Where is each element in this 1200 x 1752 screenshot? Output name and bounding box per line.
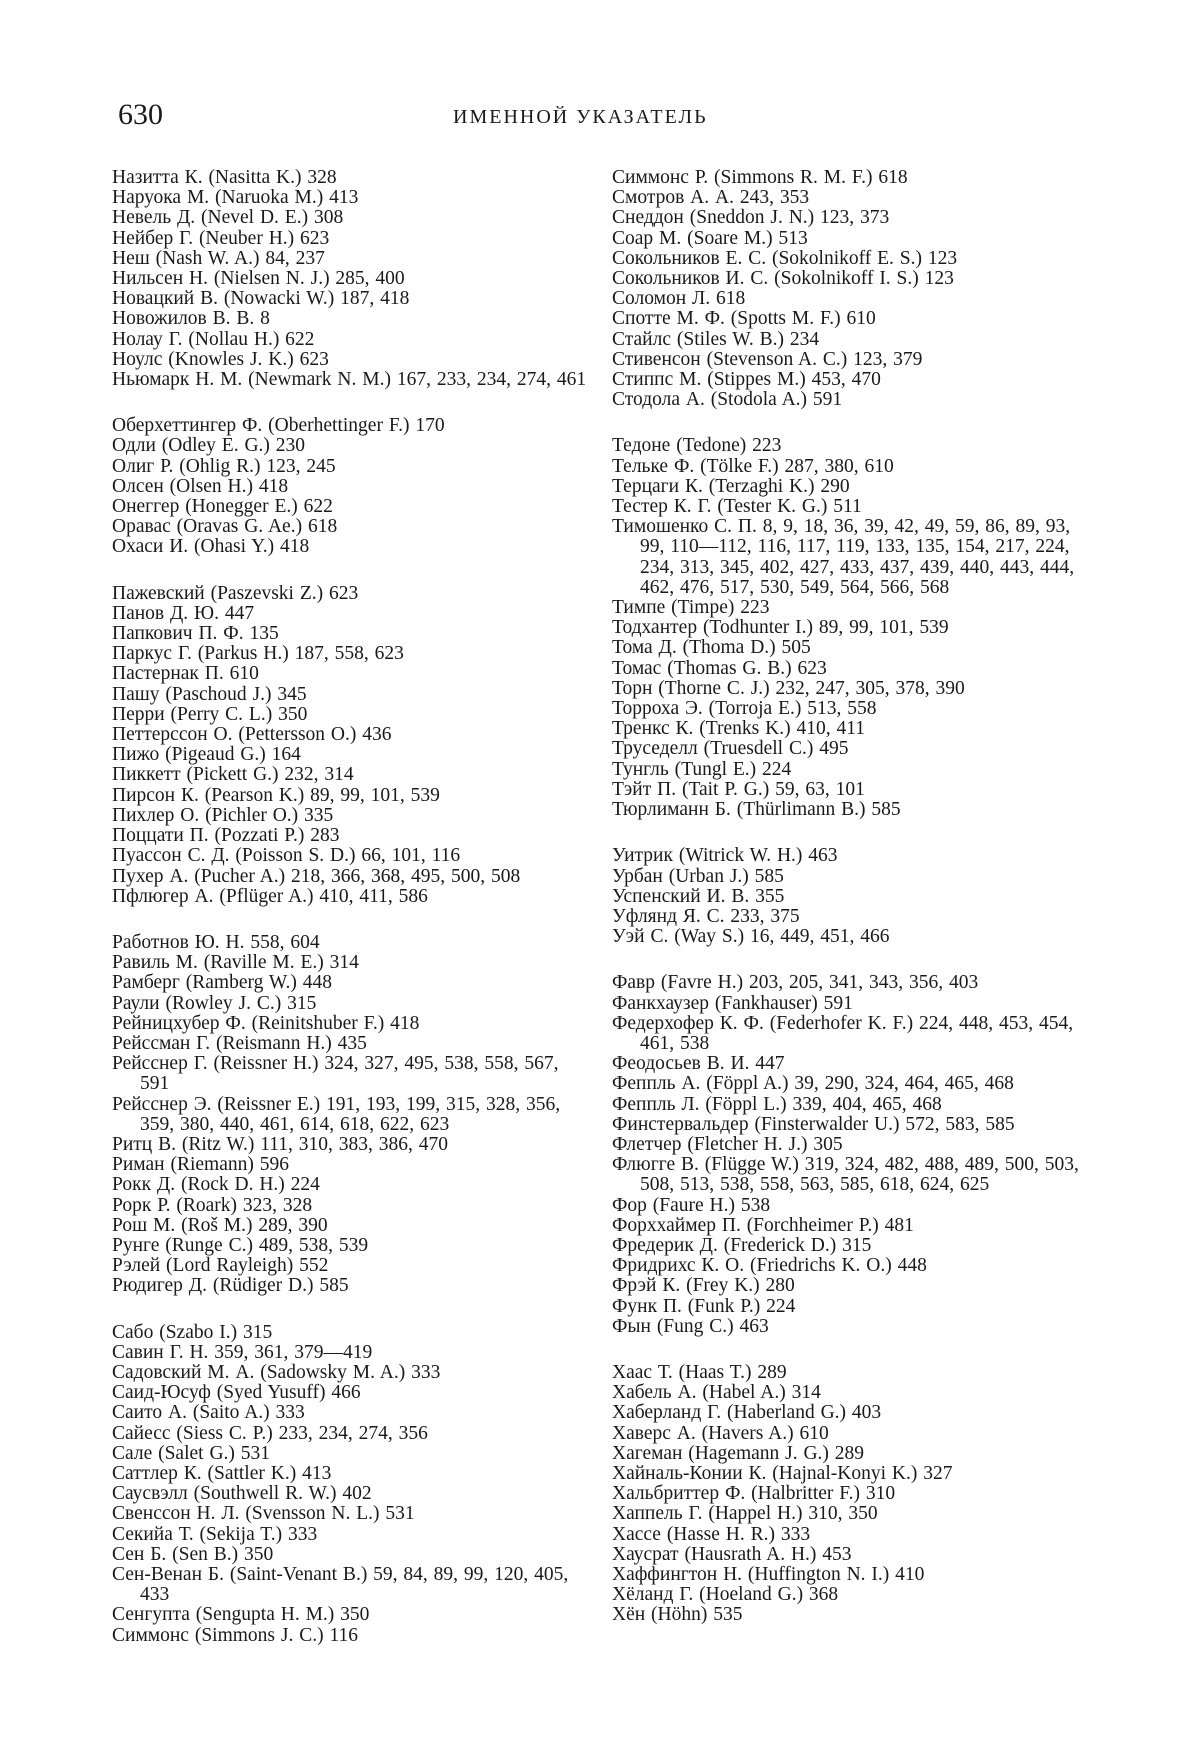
index-entry: Форххаймер П. (Forchheimer P.) 481	[612, 1214, 914, 1236]
index-entry: Сен Б. (Sen B.) 350	[112, 1543, 274, 1565]
index-entry: Назитта К. (Nasitta K.) 328	[112, 167, 337, 188]
index-letter-group	[612, 846, 1092, 947]
index-entry: Тельке Ф. (Tölke F.) 287, 380, 610	[612, 455, 894, 477]
index-entry: Рокк Д. (Rock D. H.) 224	[112, 1174, 320, 1196]
index-entry: Торн (Thorne C. J.) 232, 247, 305, 378, 390	[612, 677, 965, 699]
index-entry: Тимпе (Timpe) 223	[612, 597, 770, 619]
index-entry: Торроха Э. (Torroja E.) 513, 558	[612, 698, 877, 720]
page-number: 630	[118, 98, 163, 131]
index-entry: Перри (Perry C. L.) 350	[112, 703, 308, 725]
index-entry: Смотров А. А. 243, 353	[612, 187, 810, 209]
index-entry: Сайесс (Siess C. P.) 233, 234, 274, 356	[112, 1422, 428, 1444]
index-entry: Рюдигер Д. (Rüdiger D.) 585	[112, 1275, 349, 1297]
index-entry: Пажевский (Paszevski Z.) 623	[112, 582, 359, 604]
index-entry: Сен-Венан Б. (Saint-Venant B.) 59, 84, 89, 99, 120, 405, 433	[112, 1564, 569, 1606]
index-entry: Спотте М. Ф. (Spotts M. F.) 610	[612, 308, 876, 330]
index-entry: Хён (Höhn) 535	[612, 1604, 743, 1626]
index-entry: Хабель А. (Habel A.) 314	[612, 1382, 821, 1404]
index-entry: Нильсен Н. (Nielsen N. J.) 285, 400	[112, 268, 405, 290]
index-entry: Саид-Юсуф (Syed Yusuff) 466	[112, 1382, 361, 1404]
index-entry: Нолау Г. (Nollau H.) 622	[112, 328, 315, 350]
index-entry: Хаппель Г. (Happel H.) 310, 350	[612, 1503, 878, 1525]
index-entry: Ноулс (Knowles J. K.) 623	[112, 348, 329, 370]
index-entry: Уитрик (Witrick W. H.) 463	[612, 845, 838, 867]
index-entry: Соломон Л. 618	[612, 288, 746, 310]
index-entry: Садовский М. А. (Sadowsky M. A.) 333	[112, 1361, 441, 1383]
index-entry: Флетчер (Fletcher H. J.) 305	[612, 1133, 843, 1155]
index-entry: Тестер К. Г. (Tester K. G.) 511	[612, 496, 862, 518]
index-entry: Рош М. (Roš M.) 289, 390	[112, 1214, 328, 1236]
index-entry: Савин Г. Н. 359, 361, 379—419	[112, 1341, 373, 1363]
index-entry: Одли (Odley E. G.) 230	[112, 435, 306, 457]
index-entry: Тодхантер (Todhunter I.) 89, 99, 101, 539	[612, 617, 949, 639]
index-entry: Рорк Р. (Roark) 323, 328	[112, 1194, 313, 1216]
index-letter-group	[112, 584, 592, 907]
index-entry: Паркус Г. (Parkus H.) 187, 558, 623	[112, 643, 404, 665]
index-entry: Фридрихс К. О. (Friedrichs K. O.) 448	[612, 1255, 927, 1277]
index-column-right	[612, 168, 1092, 1626]
index-entry: Пфлюгер А. (Pflüger A.) 410, 411, 586	[112, 885, 428, 907]
index-entry: Феппль Л. (Föppl L.) 339, 404, 465, 468	[612, 1093, 942, 1115]
index-entry: Тэйт П. (Tait P. G.) 59, 63, 101	[612, 778, 865, 800]
index-entry: Пиккетт (Pickett G.) 232, 314	[112, 764, 354, 786]
index-entry: Стивенсон (Stevenson A. C.) 123, 379	[612, 348, 923, 370]
index-entry: Фын (Fung C.) 463	[612, 1315, 769, 1337]
index-letter-group	[112, 168, 592, 390]
index-entry: Уфлянд Я. С. 233, 375	[612, 905, 800, 927]
index-entry: Поццати П. (Pozzati P.) 283	[112, 825, 340, 847]
index-entry: Оравас (Oravas G. Ae.) 618	[112, 516, 338, 538]
index-entry: Успенский И. В. 355	[612, 885, 785, 907]
index-entry: Тимошенко С. П. 8, 9, 18, 36, 39, 42, 49, 59, 86, 89, 93, 99, 110—112, 116, 117, 119, 133, 135, 154, 217, 224, 234, 313, 345, 402, 427, 433, 437, 439, 440, 443, 444, 462, 476, 517, 530, 549, 564, 566, 568	[612, 516, 1075, 598]
index-entry: Пирсон К. (Pearson K.) 89, 99, 101, 539	[112, 784, 440, 806]
index-entry: Снеддон (Sneddon J. N.) 123, 373	[612, 207, 890, 229]
index-entry: Хагеман (Hagemann J. G.) 289	[612, 1442, 865, 1464]
index-letter-group	[112, 416, 592, 557]
index-entry: Пашу (Paschoud J.) 345	[112, 683, 307, 705]
index-entry: Пижо (Pigeaud G.) 164	[112, 744, 301, 766]
index-entry: Хаффингтон Н. (Huffington N. I.) 410	[612, 1564, 925, 1585]
index-entry: Рейницхубер Ф. (Reinitshuber F.) 418	[112, 1012, 420, 1034]
index-entry: Секийа Т. (Sekija T.) 333	[112, 1523, 318, 1545]
index-letter-group	[612, 973, 1092, 1337]
index-entry: Феппль А. (Föppl A.) 39, 290, 324, 464, 465, 468	[612, 1073, 1014, 1095]
index-entry: Новожилов В. В. 8	[112, 308, 270, 330]
index-entry: Хаверс А. (Havers A.) 610	[612, 1422, 829, 1444]
index-entry: Хаас Т. (Haas T.) 289	[612, 1361, 787, 1383]
index-entry: Пуассон С. Д. (Poisson S. D.) 66, 101, 116	[112, 845, 461, 867]
index-entry: Онеггер (Honegger E.) 622	[112, 496, 333, 518]
index-entry: Рэлей (Lord Rayleigh) 552	[112, 1255, 329, 1277]
index-entry: Саттлер К. (Sattler K.) 413	[112, 1462, 332, 1484]
page-header	[118, 98, 1118, 138]
index-entry: Соар М. (Soare M.) 513	[612, 227, 808, 249]
index-entry: Труседелл (Truesdell C.) 495	[612, 738, 849, 760]
index-entry: Фавр (Favre H.) 203, 205, 341, 343, 356, 403	[612, 972, 979, 994]
index-entry: Фор (Faure H.) 538	[612, 1194, 771, 1216]
index-entry: Риман (Riemann) 596	[112, 1154, 289, 1176]
index-entry: Фрэй К. (Frey K.) 280	[612, 1275, 795, 1297]
index-entry: Сале (Salet G.) 531	[112, 1442, 271, 1464]
index-entry: Неш (Nash W. A.) 84, 237	[112, 247, 325, 269]
index-entry: Фредерик Д. (Frederick D.) 315	[612, 1234, 872, 1256]
index-entry: Сенгупта (Sengupta H. M.) 350	[112, 1604, 370, 1626]
index-entry: Папкович П. Ф. 135	[112, 623, 279, 645]
index-entry: Рунге (Runge C.) 489, 538, 539	[112, 1234, 369, 1256]
index-entry: Сокольников И. С. (Sokolnikoff I. S.) 123	[612, 268, 954, 290]
index-letter-group	[112, 1323, 592, 1646]
index-entry: Хёланд Г. (Hoeland G.) 368	[612, 1584, 839, 1606]
index-entry: Хайналь-Конии К. (Hajnal-Konyi K.) 327	[612, 1462, 953, 1484]
index-letter-group	[612, 436, 1092, 820]
index-entry: Раули (Rowley J. C.) 315	[112, 992, 317, 1014]
index-entry: Флюгге В. (Flügge W.) 319, 324, 482, 488, 489, 500, 503, 508, 513, 538, 558, 563, 585, 618, 624, 625	[612, 1154, 1079, 1196]
index-entry: Стиппс М. (Stippes M.) 453, 470	[612, 369, 881, 391]
index-entry: Фанкхаузер (Fankhauser) 591	[612, 992, 853, 1014]
index-entry: Нейбер Г. (Neuber H.) 623	[112, 227, 330, 249]
index-entry: Терцаги К. (Terzaghi K.) 290	[612, 475, 850, 497]
index-entry: Ритц В. (Ritz W.) 111, 310, 383, 386, 470	[112, 1133, 449, 1155]
index-entry: Пастернак П. 610	[112, 663, 259, 685]
index-entry: Тренкс К. (Trenks K.) 410, 411	[612, 718, 865, 740]
index-entry: Финстервальдер (Finsterwalder U.) 572, 583, 585	[612, 1113, 1015, 1135]
index-entry: Хаусрат (Hausrath A. H.) 453	[612, 1543, 852, 1565]
index-entry: Симмонс (Simmons J. C.) 116	[112, 1624, 359, 1646]
index-entry: Петтерссон О. (Pettersson O.) 436	[112, 724, 392, 746]
index-entry: Феодосьев В. И. 447	[612, 1053, 785, 1075]
index-entry: Стайлс (Stiles W. B.) 234	[612, 328, 820, 350]
index-entry: Пухер А. (Pucher A.) 218, 366, 368, 495, 500, 508	[112, 865, 521, 887]
index-entry: Сокольников Е. С. (Sokolnikoff E. S.) 123	[612, 247, 958, 269]
index-entry: Функ П. (Funk P.) 224	[612, 1295, 796, 1317]
index-entry: Работнов Ю. Н. 558, 604	[112, 931, 320, 953]
index-entry: Тюрлиманн Б. (Thürlimann B.) 585	[612, 799, 901, 821]
index-entry: Томас (Thomas G. B.) 623	[612, 657, 827, 679]
index-column-left	[112, 168, 592, 1646]
index-letter-group	[612, 1363, 1092, 1626]
index-entry: Симмонс Р. (Simmons R. M. F.) 618	[612, 167, 908, 188]
index-entry: Рейсснер Э. (Reissner E.) 191, 193, 199, 315, 328, 356, 359, 380, 440, 461, 614, 618, 622, 623	[112, 1093, 561, 1135]
index-letter-group	[112, 933, 592, 1297]
running-title: ИМЕННОЙ УКАЗАТЕЛЬ	[453, 106, 708, 128]
index-entry: Рейсснер Г. (Reissner H.) 324, 327, 495, 538, 558, 567, 591	[112, 1053, 559, 1095]
index-entry: Ньюмарк Н. М. (Newmark N. M.) 167, 233, 234, 274, 461	[112, 369, 587, 391]
index-entry: Пихлер О. (Pichler O.) 335	[112, 804, 334, 826]
index-entry: Свенссон Н. Л. (Svensson N. L.) 531	[112, 1503, 415, 1525]
index-entry: Стодола А. (Stodola A.) 591	[612, 389, 843, 411]
index-entry: Панов Д. Ю. 447	[112, 602, 255, 624]
index-entry: Олсен (Olsen H.) 418	[112, 475, 289, 497]
index-entry: Хальбриттер Ф. (Halbritter F.) 310	[612, 1483, 896, 1505]
index-entry: Равиль М. (Raville M. E.) 314	[112, 952, 359, 974]
index-entry: Урбан (Urban J.) 585	[612, 865, 784, 887]
index-entry: Тедоне (Tedone) 223	[612, 435, 782, 457]
index-entry: Сабо (Szabo I.) 315	[112, 1321, 273, 1343]
index-entry: Тунгль (Tungl E.) 224	[612, 758, 792, 780]
index-entry: Невель Д. (Nevel D. E.) 308	[112, 207, 344, 229]
index-entry: Тома Д. (Thoma D.) 505	[612, 637, 811, 659]
index-letter-group	[612, 168, 1092, 410]
index-entry: Рамберг (Ramberg W.) 448	[112, 972, 333, 994]
index-entry: Олиг Р. (Ohlig R.) 123, 245	[112, 455, 336, 477]
index-entry: Новацкий В. (Nowacki W.) 187, 418	[112, 288, 410, 310]
index-entry: Охаси И. (Ohasi Y.) 418	[112, 536, 310, 558]
index-entry: Наруока М. (Naruoka M.) 413	[112, 187, 359, 209]
index-entry: Уэй С. (Way S.) 16, 449, 451, 466	[612, 926, 890, 948]
index-entry: Саито А. (Saito A.) 333	[112, 1402, 305, 1424]
index-entry: Саусвэлл (Southwell R. W.) 402	[112, 1483, 372, 1505]
index-entry: Хассе (Hasse H. R.) 333	[612, 1523, 811, 1545]
index-entry: Федерхофер К. Ф. (Federhofer K. F.) 224, 448, 453, 454, 461, 538	[612, 1012, 1074, 1054]
index-entry: Хаберланд Г. (Haberland G.) 403	[612, 1402, 882, 1424]
index-entry: Оберхеттингер Ф. (Oberhettinger F.) 170	[112, 415, 445, 437]
index-entry: Рейссман Г. (Reismann H.) 435	[112, 1032, 367, 1054]
